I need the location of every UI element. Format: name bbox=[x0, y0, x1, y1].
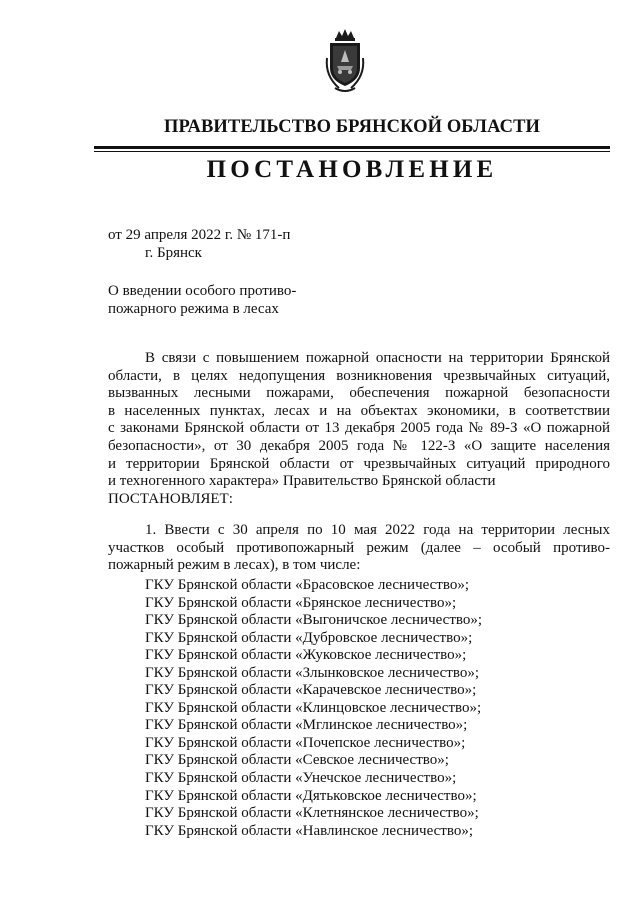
forestry-list-item: ГКУ Брянской области «Дубровское лесничество»; bbox=[145, 629, 473, 646]
forestry-list-item: ГКУ Брянской области «Жуковское лесничество»; bbox=[145, 647, 467, 664]
forestry-list-item: ГКУ Брянской области «Клетнянское лесничество»; bbox=[145, 805, 479, 822]
paragraph-line: безопасности», от 30 декабря 2005 года № 122-З «О защите населения bbox=[108, 437, 610, 454]
paragraph-line: области, в целях недопущения возникновения чрезвычайных ситуаций, bbox=[108, 367, 610, 384]
paragraph-line: участков особый противопожарный режим (далее – особый противо- bbox=[108, 539, 610, 556]
forestry-list-item: ГКУ Брянской области «Выгоничское лесничество»; bbox=[145, 612, 483, 629]
forestry-list-item: ГКУ Брянской области «Брянское лесничество»; bbox=[145, 594, 457, 611]
document-type-title: ПОСТАНОВЛЕНИЕ bbox=[206, 156, 498, 183]
paragraph-line: вызванных лесными пожарами, обеспечения пожарной безопасности bbox=[108, 385, 610, 402]
document-city: г. Брянск bbox=[145, 245, 202, 261]
paragraph-line: пожарный режим в лесах), в том числе: bbox=[108, 557, 361, 574]
forestry-list-item: ГКУ Брянской области «Клинцовское лесничество»; bbox=[145, 699, 482, 716]
forestry-list bbox=[145, 577, 482, 840]
document-date-number: от 29 апреля 2022 г. № 171-п bbox=[108, 227, 291, 243]
paragraph-line: с законами Брянской области от 13 декабря 2005 года № 89-З «О пожарной bbox=[108, 420, 610, 437]
header-divider-thick bbox=[94, 146, 610, 149]
paragraph-line: и территории Брянской области от чрезвычайных ситуаций природного bbox=[108, 455, 610, 472]
resolves-keyword: ПОСТАНОВЛЯЕТ: bbox=[108, 490, 233, 507]
forestry-list-item: ГКУ Брянской области «Карачевское лесничество»; bbox=[145, 682, 477, 699]
header-divider-thin bbox=[94, 151, 610, 152]
paragraph-line: и техногенного характера» Правительство Брянской области bbox=[108, 473, 496, 490]
forestry-list-item: ГКУ Брянской области «Почепское лесничество»; bbox=[145, 734, 466, 751]
item-1-paragraph bbox=[108, 522, 610, 575]
document-subject bbox=[108, 282, 296, 318]
paragraph-line: 1. Ввести с 30 апреля по 10 мая 2022 года на территории лесных bbox=[145, 522, 610, 538]
paragraph-line: В связи с повышением пожарной опасности на территории Брянской bbox=[145, 350, 610, 366]
subject-line: пожарного режима в лесах bbox=[108, 301, 279, 317]
government-title: ПРАВИТЕЛЬСТВО БРЯНСКОЙ ОБЛАСТИ bbox=[163, 117, 540, 137]
forestry-list-item: ГКУ Брянской области «Злынковское лесничество»; bbox=[145, 664, 480, 681]
forestry-list-item: ГКУ Брянской области «Севское лесничество»; bbox=[145, 752, 449, 769]
coat-of-arms-icon bbox=[321, 28, 369, 94]
paragraph-line: в населенных пунктах, лесах и на объектах экономики, в соответствии bbox=[108, 402, 610, 419]
forestry-list-item: ГКУ Брянской области «Брасовское лесничество»; bbox=[145, 577, 470, 593]
preamble-paragraph bbox=[108, 350, 610, 508]
forestry-list-item: ГКУ Брянской области «Мглинское лесничество»; bbox=[145, 717, 468, 734]
forestry-list-item: ГКУ Брянской области «Унечское лесничество»; bbox=[145, 770, 457, 787]
forestry-list-item: ГКУ Брянской области «Навлинское лесничество»; bbox=[145, 822, 473, 839]
forestry-list-item: ГКУ Брянской области «Дятьковское лесничество»; bbox=[145, 787, 477, 804]
subject-line: О введении особого противо- bbox=[108, 283, 297, 299]
